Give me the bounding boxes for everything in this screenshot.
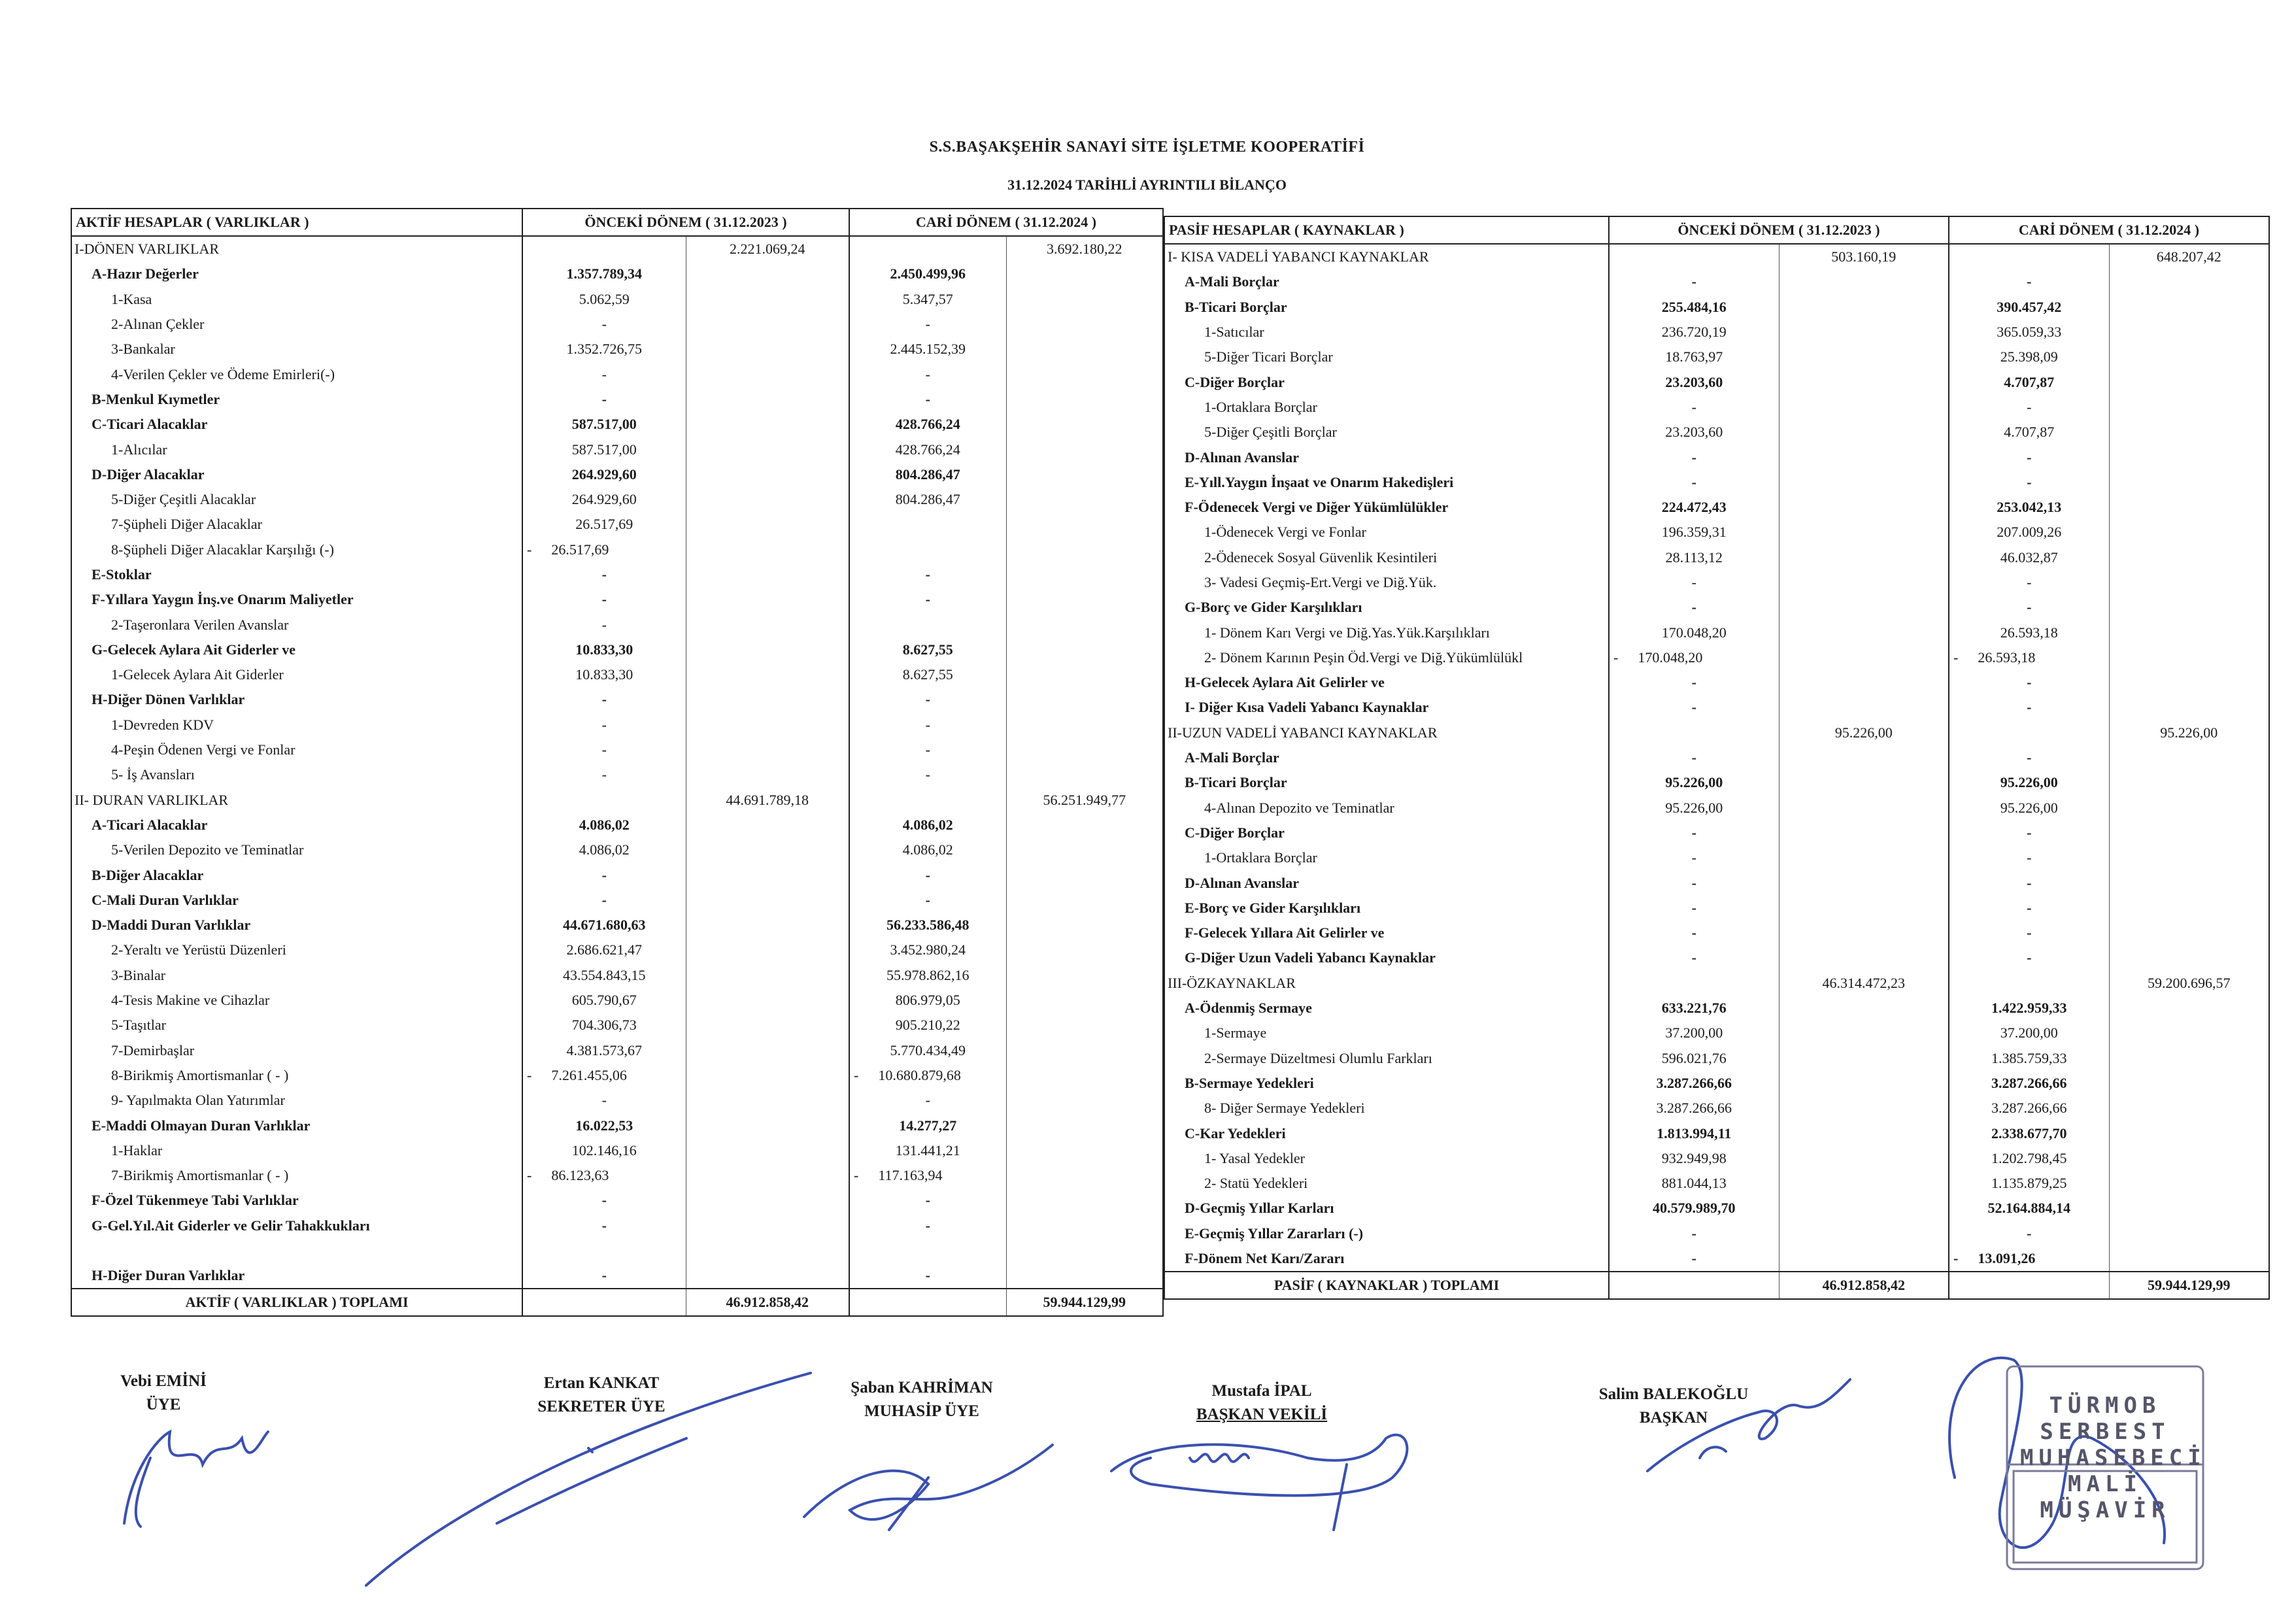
- aktif-row-curr: 55.978.862,16: [849, 963, 1006, 988]
- negative-sign: -: [854, 1167, 859, 1184]
- aktif-row-curr: -: [849, 312, 1006, 337]
- pasif-row-curr: -: [1949, 595, 2109, 620]
- signatory-name: Şaban KAHRİMAN: [851, 1379, 993, 1396]
- pasif-row-label: H-Gelecek Aylara Ait Gelirler ve: [1164, 670, 1609, 695]
- pasif-row-curr: 1.202.798,45: [1949, 1146, 2109, 1171]
- pasif-row-prev: 236.720,19: [1609, 320, 1779, 345]
- pasif-row-prev: 37.200,00: [1609, 1021, 1779, 1045]
- aktif-row-prev: 43.554.843,15: [522, 963, 686, 988]
- aktif-row-label: D-Diğer Alacaklar: [71, 462, 522, 487]
- aktif-row-label: 4-Verilen Çekler ve Ödeme Emirleri(-): [71, 362, 522, 386]
- aktif-col-label: AKTİF HESAPLAR ( VARLIKLAR ): [71, 209, 522, 236]
- aktif-row-curr: 131.441,21: [849, 1138, 1006, 1163]
- pasif-row-curr: 46.032,87: [1949, 545, 2109, 570]
- pasif-row-curr: -: [1949, 845, 2109, 870]
- pasif-row-prev: -: [1609, 670, 1779, 695]
- pasif-row-curr: 1.385.759,33: [1949, 1046, 2109, 1071]
- pasif-row-prev: 23.203,60: [1609, 369, 1779, 394]
- pasif-row-curr: -: [1949, 896, 2109, 921]
- pasif-col-label: PASİF HESAPLAR ( KAYNAKLAR ): [1164, 216, 1609, 244]
- pasif-row-label: B-Sermaye Yedekleri: [1164, 1071, 1609, 1096]
- aktif-row-prev-total: 2.221.069,24: [686, 236, 849, 262]
- signature-kankat: [366, 1373, 811, 1585]
- pasif-row-prev: -: [1609, 595, 1779, 620]
- pasif-row-label: 4-Alınan Depozito ve Teminatlar: [1164, 796, 1609, 820]
- aktif-row-prev: 704.306,73: [522, 1013, 686, 1038]
- pasif-row-prev: 95.226,00: [1609, 796, 1779, 820]
- aktif-row-label: II- DURAN VARLIKLAR: [71, 788, 522, 813]
- aktif-row-prev: 587.517,00: [522, 412, 686, 437]
- pasif-row-label: 1-Satıcılar: [1164, 320, 1609, 345]
- aktif-row-label: E-Stoklar: [71, 562, 522, 587]
- aktif-row-prev: -: [522, 1188, 686, 1213]
- aktif-row-prev: -: [522, 1088, 686, 1113]
- aktif-row-curr: 804.286,47: [849, 487, 1006, 512]
- value: 26.593,18: [1978, 649, 2036, 666]
- aktif-row-label: 9- Yapılmakta Olan Yatırımlar: [71, 1088, 522, 1113]
- pasif-row-prev: 881.044,13: [1609, 1171, 1779, 1196]
- pasif-row-label: C-Diğer Borçlar: [1164, 369, 1609, 394]
- pasif-row-curr: 4.707,87: [1949, 420, 2109, 445]
- aktif-row-label: 5- İş Avansları: [71, 762, 522, 787]
- pasif-row-prev: 3.287.266,66: [1609, 1096, 1779, 1121]
- aktif-row-label: A-Ticari Alacaklar: [71, 813, 522, 837]
- pasif-row-curr: 390.457,42: [1949, 295, 2109, 320]
- aktif-row-prev: -: [522, 387, 686, 412]
- aktif-row-label: 4-Peşin Ödenen Vergi ve Fonlar: [71, 737, 522, 762]
- pasif-row-label: III-ÖZKAYNAKLAR: [1164, 971, 1609, 996]
- pasif-row-curr: -: [1949, 745, 2109, 770]
- aktif-row-label: C-Mali Duran Varlıklar: [71, 888, 522, 913]
- aktif-row-curr: 4.086,02: [849, 837, 1006, 862]
- aktif-row-curr: 5.770.434,49: [849, 1038, 1006, 1063]
- signature-balekoglu: [1647, 1379, 1850, 1471]
- report-subtitle: 31.12.2024 TARİHLİ AYRINTILI BİLANÇO: [1007, 177, 1287, 193]
- pasif-row-prev: 18.763,97: [1609, 345, 1779, 369]
- aktif-row-label: F-Yıllara Yaygın İnş.ve Onarım Maliyetler: [71, 587, 522, 612]
- signature-ipal: [1111, 1435, 1407, 1530]
- report-title: S.S.BAŞAKŞEHİR SANAYİ SİTE İŞLETME KOOPERATİFİ: [929, 139, 1365, 156]
- pasif-row-curr: 37.200,00: [1949, 1021, 2109, 1045]
- aktif-row-label: H-Diğer Dönen Varlıklar: [71, 687, 522, 712]
- pasif-row-curr: -: [1949, 670, 2109, 695]
- pasif-row-curr: 3.287.266,66: [1949, 1071, 2109, 1096]
- pasif-row-prev-total: 503.160,19: [1779, 244, 1949, 269]
- pasif-row-curr: -: [1949, 269, 2109, 294]
- aktif-row-curr: 2.445.152,39: [849, 337, 1006, 362]
- pasif-row-curr: -: [1949, 820, 2109, 845]
- aktif-row-label: 7-Demirbaşlar: [71, 1038, 522, 1063]
- pasif-row-curr: -: [1949, 395, 2109, 420]
- pasif-row-curr: -: [1949, 921, 2109, 945]
- pasif-row-prev: 28.113,12: [1609, 545, 1779, 570]
- pasif-row-label: 5-Diğer Çeşitli Borçlar: [1164, 420, 1609, 445]
- pasif-row-label: 2- Dönem Karının Peşin Öd.Vergi ve Diğ.Yükümlülükl: [1164, 645, 1609, 670]
- aktif-row-curr: 2.450.499,96: [849, 262, 1006, 286]
- pasif-row-label: G-Borç ve Gider Karşılıkları: [1164, 595, 1609, 620]
- aktif-row-prev: -: [522, 1213, 686, 1238]
- pasif-row-label: II-UZUN VADELİ YABANCI KAYNAKLAR: [1164, 720, 1609, 745]
- pasif-row-prev: 3.287.266,66: [1609, 1071, 1779, 1096]
- negative-sign: -: [527, 541, 532, 558]
- pasif-row-label: 1-Ödenecek Vergi ve Fonlar: [1164, 520, 1609, 545]
- pasif-row-label: A-Mali Borçlar: [1164, 269, 1609, 294]
- pasif-total-curr: 59.944.129,99: [2109, 1272, 2269, 1299]
- aktif-row-prev: 4.086,02: [522, 813, 686, 837]
- aktif-row-label: 8-Şüpheli Diğer Alacaklar Karşılığı (-): [71, 537, 522, 562]
- pasif-row-label: 1- Dönem Karı Vergi ve Diğ.Yas.Yük.Karşılıkları: [1164, 620, 1609, 645]
- aktif-row-label: B-Menkul Kıymetler: [71, 387, 522, 412]
- signatory-name: Salim BALEKOĞLU: [1598, 1385, 1749, 1403]
- pasif-row-label: D-Alınan Avanslar: [1164, 445, 1609, 469]
- aktif-row-curr: 3.452.980,24: [849, 938, 1006, 962]
- aktif-row-label: H-Diğer Duran Varlıklar: [71, 1263, 522, 1289]
- aktif-row-curr-total: 3.692.180,22: [1047, 241, 1122, 258]
- pasif-row-curr: -: [1949, 945, 2109, 970]
- signatory-name: Mustafa İPAL: [1211, 1382, 1312, 1400]
- pasif-row-prev: 596.021,76: [1609, 1046, 1779, 1071]
- pasif-row-curr: 207.009,26: [1949, 520, 2109, 545]
- aktif-row-prev: -: [522, 762, 686, 787]
- pasif-row-curr: -: [1949, 570, 2109, 595]
- aktif-row-prev: -: [522, 888, 686, 913]
- pasif-row-label: D-Geçmiş Yıllar Karları: [1164, 1196, 1609, 1221]
- aktif-row-prev: 10.833,30: [522, 662, 686, 687]
- pasif-row-label: I- Diğer Kısa Vadeli Yabancı Kaynaklar: [1164, 695, 1609, 720]
- aktif-row-prev: 102.146,16: [522, 1138, 686, 1163]
- value: 10.680.879,68: [878, 1066, 961, 1083]
- aktif-row-prev: -: [522, 862, 686, 887]
- pasif-row-label: 2-Sermaye Düzeltmesi Olumlu Farkları: [1164, 1046, 1609, 1071]
- signatory-role: BAŞKAN: [1639, 1409, 1708, 1427]
- aktif-row-label: D-Maddi Duran Varlıklar: [71, 913, 522, 938]
- aktif-row-curr: 4.086,02: [849, 813, 1006, 837]
- pasif-row-curr: 1.422.959,33: [1949, 996, 2109, 1021]
- aktif-row-curr: 5.347,57: [849, 287, 1006, 312]
- pasif-row-prev: -: [1609, 1246, 1779, 1272]
- pasif-row-prev: -: [1609, 945, 1779, 970]
- aktif-row-label: G-Gel.Yıl.Ait Giderler ve Gelir Tahakkukları: [71, 1213, 522, 1238]
- aktif-row-label: 5-Taşıtlar: [71, 1013, 522, 1038]
- pasif-row-prev: -: [1609, 445, 1779, 469]
- pasif-row-prev: 196.359,31: [1609, 520, 1779, 545]
- aktif-row-prev: -: [522, 687, 686, 712]
- aktif-row-prev: -: [522, 362, 686, 386]
- aktif-row-prev: -: [522, 737, 686, 762]
- pasif-row-label: 3- Vadesi Geçmiş-Ert.Vergi ve Diğ.Yük.: [1164, 570, 1609, 595]
- negative-sign: -: [1613, 649, 1619, 666]
- aktif-row-label: C-Ticari Alacaklar: [71, 412, 522, 437]
- aktif-row-label: E-Maddi Olmayan Duran Varlıklar: [71, 1113, 522, 1138]
- pasif-row-curr: 52.164.884,14: [1949, 1196, 2109, 1221]
- pasif-row-prev: 40.579.989,70: [1609, 1196, 1779, 1221]
- pasif-row-prev: -: [1609, 395, 1779, 420]
- pasif-row-prev: -: [1609, 820, 1779, 845]
- pasif-row-prev: -: [1609, 870, 1779, 895]
- aktif-row-label: 4-Tesis Makine ve Cihazlar: [71, 988, 522, 1013]
- pasif-row-label: 1-Ortaklara Borçlar: [1164, 395, 1609, 420]
- aktif-row-curr: -: [849, 1188, 1006, 1213]
- aktif-row-prev: 1.352.726,75: [522, 337, 686, 362]
- value: 13.091,26: [1978, 1250, 2036, 1267]
- pasif-row-curr: 3.287.266,66: [1949, 1096, 2109, 1121]
- aktif-row-curr: -: [849, 1263, 1006, 1289]
- value: 117.163,94: [878, 1167, 943, 1184]
- pasif-row-curr: -: [1949, 470, 2109, 495]
- pasif-row-prev: -: [1609, 570, 1779, 595]
- aktif-row-curr: -: [849, 737, 1006, 762]
- pasif-col-curr: CARİ DÖNEM ( 31.12.2024 ): [1949, 216, 2269, 244]
- pasif-row-label: B-Ticari Borçlar: [1164, 295, 1609, 320]
- pasif-row-curr: 365.059,33: [1949, 320, 2109, 345]
- pasif-col-prev: ÖNCEKİ DÖNEM ( 31.12.2023 ): [1609, 216, 1949, 244]
- aktif-row-curr: 8.627,55: [849, 662, 1006, 687]
- aktif-row-curr: -: [849, 562, 1006, 587]
- pasif-row-prev: -: [1609, 745, 1779, 770]
- value: 26.517,69: [551, 541, 609, 558]
- aktif-row-label: G-Gelecek Aylara Ait Giderler ve: [71, 637, 522, 662]
- aktif-row-label: 3-Bankalar: [71, 337, 522, 362]
- pasif-row-curr: 25.398,09: [1949, 345, 2109, 369]
- negative-sign: -: [854, 1066, 859, 1083]
- pasif-row-label: 2- Statü Yedekleri: [1164, 1171, 1609, 1196]
- pasif-row-curr: -: [1949, 445, 2109, 469]
- pasif-row-curr-total: 95.226,00: [2160, 724, 2218, 741]
- aktif-total-curr: 59.944.129,99: [1006, 1289, 1163, 1316]
- pasif-row-label: 1-Sermaye: [1164, 1021, 1609, 1045]
- pasif-row-label: B-Ticari Borçlar: [1164, 770, 1609, 795]
- aktif-row-curr: 14.277,27: [849, 1113, 1006, 1138]
- pasif-row-prev-total: 46.314.472,23: [1779, 971, 1949, 996]
- value: 86.123,63: [551, 1167, 609, 1184]
- pasif-row-curr: 4.707,87: [1949, 369, 2109, 394]
- pasif-row-curr: 26.593,18: [1949, 620, 2109, 645]
- pasif-row-prev: -: [1609, 1221, 1779, 1246]
- aktif-row-prev: 264.929,60: [522, 487, 686, 512]
- aktif-row-curr: 428.766,24: [849, 412, 1006, 437]
- pasif-row-label: F-Dönem Net Karı/Zararı: [1164, 1246, 1609, 1272]
- aktif-row-curr: -: [849, 362, 1006, 386]
- pasif-row-label: F-Ödenecek Vergi ve Diğer Yükümlülükler: [1164, 495, 1609, 520]
- aktif-row-prev: -: [522, 713, 686, 737]
- signature-kahriman: [804, 1445, 1053, 1530]
- pasif-row-curr: 95.226,00: [1949, 770, 2109, 795]
- aktif-row-label: 5-Diğer Çeşitli Alacaklar: [71, 487, 522, 512]
- aktif-row-curr: 905.210,22: [849, 1013, 1006, 1038]
- aktif-row-curr: 56.233.586,48: [849, 913, 1006, 938]
- pasif-row-curr: -: [1949, 870, 2109, 895]
- aktif-total-label: AKTİF ( VARLIKLAR ) TOPLAMI: [71, 1289, 522, 1316]
- pasif-row-curr: 95.226,00: [1949, 796, 2109, 820]
- pasif-row-label: 1-Ortaklara Borçlar: [1164, 845, 1609, 870]
- aktif-row-curr: -: [849, 862, 1006, 887]
- pasif-row-label: C-Kar Yedekleri: [1164, 1121, 1609, 1145]
- aktif-row-prev: -: [522, 312, 686, 337]
- pasif-row-label: 1- Yasal Yedekler: [1164, 1146, 1609, 1171]
- aktif-row-label: 7-Birikmiş Amortismanlar ( - ): [71, 1163, 522, 1188]
- aktif-row-label: F-Özel Tükenmeye Tabi Varlıklar: [71, 1188, 522, 1213]
- aktif-row-curr-total: 56.251.949,77: [1043, 791, 1126, 808]
- pasif-total-label: PASİF ( KAYNAKLAR ) TOPLAMI: [1164, 1272, 1609, 1299]
- aktif-row-prev: 44.671.680,63: [522, 913, 686, 938]
- aktif-row-prev: -: [522, 1263, 686, 1289]
- aktif-row-label: 2-Yeraltı ve Yerüstü Düzenleri: [71, 938, 522, 962]
- pasif-row-prev: -: [1609, 896, 1779, 921]
- aktif-total-prev: 46.912.858,42: [686, 1289, 849, 1316]
- aktif-row-prev: 1.357.789,34: [522, 262, 686, 286]
- pasif-row-curr-total: 648.207,42: [2156, 248, 2221, 265]
- pasif-row-curr: 2.338.677,70: [1949, 1121, 2109, 1145]
- aktif-row-prev: 605.790,67: [522, 988, 686, 1013]
- aktif-row-curr: 428.766,24: [849, 437, 1006, 462]
- aktif-row-curr: -: [849, 587, 1006, 612]
- negative-sign: -: [1953, 1250, 1959, 1267]
- aktif-row-prev: 26.517,69: [522, 512, 686, 537]
- signatory-role: SEKRETER ÜYE: [537, 1398, 666, 1416]
- pasif-row-label: G-Diğer Uzun Vadeli Yabancı Kaynaklar: [1164, 945, 1609, 970]
- pasif-row-label: E-Borç ve Gider Karşılıkları: [1164, 896, 1609, 921]
- pasif-row-prev: 255.484,16: [1609, 295, 1779, 320]
- pasif-row-label: D-Alınan Avanslar: [1164, 870, 1609, 895]
- pasif-row-prev: -: [1609, 845, 1779, 870]
- aktif-row-prev: 587.517,00: [522, 437, 686, 462]
- pasif-row-curr: 1.135.879,25: [1949, 1171, 2109, 1196]
- aktif-row-label: 1-Gelecek Aylara Ait Giderler: [71, 662, 522, 687]
- aktif-row-curr: -: [849, 387, 1006, 412]
- aktif-row-label: 2-Alınan Çekler: [71, 312, 522, 337]
- aktif-col-prev: ÖNCEKİ DÖNEM ( 31.12.2023 ): [522, 209, 849, 236]
- stamp-text: TÜRMOB SERBEST MUHASEBECİ MALİ MÜŞAVİR: [2020, 1393, 2206, 1523]
- pasif-row-label: 8- Diğer Sermaye Yedekleri: [1164, 1096, 1609, 1121]
- aktif-row-prev: 5.062,59: [522, 287, 686, 312]
- value: 170.048,20: [1638, 649, 1703, 666]
- pasif-row-curr-total: 59.200.696,57: [2148, 974, 2231, 991]
- aktif-row-label: 1-Haklar: [71, 1138, 522, 1163]
- aktif-row-curr: -: [849, 762, 1006, 787]
- pasif-row-prev: -: [1609, 269, 1779, 294]
- aktif-row-label: 1-Devreden KDV: [71, 713, 522, 737]
- aktif-row-prev: -: [522, 612, 686, 637]
- aktif-row-label: 1-Alıcılar: [71, 437, 522, 462]
- negative-sign: -: [527, 1066, 532, 1083]
- signatory-name: Ertan KANKAT: [543, 1374, 660, 1392]
- aktif-row-curr: -: [849, 1088, 1006, 1113]
- aktif-row-curr: 8.627,55: [849, 637, 1006, 662]
- aktif-row-label: 3-Binalar: [71, 963, 522, 988]
- aktif-row-label: A-Hazır Değerler: [71, 262, 522, 286]
- pasif-row-prev: -: [1609, 921, 1779, 945]
- pasif-row-prev: 170.048,20: [1609, 620, 1779, 645]
- pasif-total-prev: 46.912.858,42: [1779, 1272, 1949, 1299]
- aktif-row-label: B-Diğer Alacaklar: [71, 862, 522, 887]
- pasif-row-prev: 95.226,00: [1609, 770, 1779, 795]
- signatory-role: BAŞKAN VEKİLİ: [1196, 1406, 1328, 1424]
- aktif-row-prev: -: [522, 562, 686, 587]
- pasif-row-prev-total: 95.226,00: [1779, 720, 1949, 745]
- pasif-row-curr: -: [1949, 1221, 2109, 1246]
- aktif-row-label: 5-Verilen Depozito ve Teminatlar: [71, 837, 522, 862]
- aktif-row-curr: -: [849, 713, 1006, 737]
- aktif-row-curr: 804.286,47: [849, 462, 1006, 487]
- aktif-row-curr: -: [849, 888, 1006, 913]
- pasif-row-label: E-Yıll.Yaygın İnşaat ve Onarım Hakedişleri: [1164, 470, 1609, 495]
- pasif-row-prev: -: [1609, 695, 1779, 720]
- pasif-row-prev: 932.949,98: [1609, 1146, 1779, 1171]
- pasif-row-label: I- KISA VADELİ YABANCI KAYNAKLAR: [1164, 244, 1609, 269]
- pasif-row-curr: -: [1949, 695, 2109, 720]
- pasif-row-label: 2-Ödenecek Sosyal Güvenlik Kesintileri: [1164, 545, 1609, 570]
- signature-emini: [124, 1432, 268, 1527]
- signatory-role: ÜYE: [146, 1396, 181, 1414]
- aktif-row-prev: 264.929,60: [522, 462, 686, 487]
- aktif-row-curr: 806.979,05: [849, 988, 1006, 1013]
- aktif-row-prev: 2.686.621,47: [522, 938, 686, 962]
- value: 7.261.455,06: [551, 1066, 627, 1083]
- aktif-row-label: I-DÖNEN VARLIKLAR: [71, 236, 522, 262]
- pasif-row-label: F-Gelecek Yıllara Ait Gelirler ve: [1164, 921, 1609, 945]
- pasif-row-prev: 1.813.994,11: [1609, 1121, 1779, 1145]
- pasif-row-label: A-Mali Borçlar: [1164, 745, 1609, 770]
- pasif-row-prev: 23.203,60: [1609, 420, 1779, 445]
- negative-sign: -: [1953, 649, 1959, 666]
- pasif-row-prev: -: [1609, 470, 1779, 495]
- aktif-row-label: 8-Birikmiş Amortismanlar ( - ): [71, 1063, 522, 1088]
- pasif-row-label: C-Diğer Borçlar: [1164, 820, 1609, 845]
- aktif-row-prev: 10.833,30: [522, 637, 686, 662]
- pasif-row-label: A-Ödenmiş Sermaye: [1164, 996, 1609, 1021]
- aktif-row-label: 1-Kasa: [71, 287, 522, 312]
- pasif-row-label: 5-Diğer Ticari Borçlar: [1164, 345, 1609, 369]
- signatory-role: MUHASİP ÜYE: [864, 1402, 979, 1421]
- pasif-row-prev: 633.221,76: [1609, 996, 1779, 1021]
- signatory-name: Vebi EMİNİ: [120, 1372, 207, 1390]
- negative-sign: -: [527, 1167, 532, 1184]
- pasif-row-curr: 253.042,13: [1949, 495, 2109, 520]
- aktif-row-label: 2-Taşeronlara Verilen Avanslar: [71, 612, 522, 637]
- pasif-row-label: E-Geçmiş Yıllar Zararları (-): [1164, 1221, 1609, 1246]
- aktif-row-curr: -: [849, 1213, 1006, 1238]
- aktif-row-label: 7-Şüpheli Diğer Alacaklar: [71, 512, 522, 537]
- aktif-row-prev: 16.022,53: [522, 1113, 686, 1138]
- aktif-row-prev: 4.381.573,67: [522, 1038, 686, 1063]
- aktif-row-curr: -: [849, 687, 1006, 712]
- pasif-row-prev: 224.472,43: [1609, 495, 1779, 520]
- aktif-col-curr: CARİ DÖNEM ( 31.12.2024 ): [849, 209, 1163, 236]
- aktif-row-prev: 4.086,02: [522, 837, 686, 862]
- aktif-row-prev: -: [522, 587, 686, 612]
- aktif-row-prev-total: 44.691.789,18: [686, 788, 849, 813]
